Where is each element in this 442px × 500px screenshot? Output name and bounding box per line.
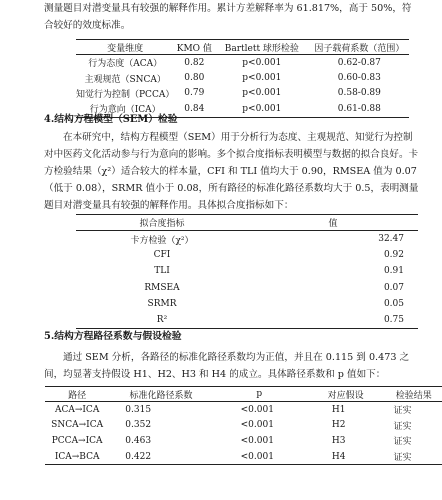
table-cell: p<0.001 <box>242 88 282 99</box>
table-row <box>76 263 418 279</box>
table-cell: RMSEA <box>144 282 180 293</box>
path-coefficient-table <box>45 386 442 465</box>
table-cell: H3 <box>331 435 346 446</box>
column-header: p <box>256 389 263 399</box>
table-cell: 证实 <box>393 453 412 464</box>
table-cell: 行为态度（ACA） <box>88 59 163 70</box>
table-cell: p<0.001 <box>242 73 282 84</box>
table-cell: 主观规范（SNCA） <box>84 74 166 85</box>
table-cell: 32.47 <box>378 234 404 245</box>
table-header-row <box>76 40 409 55</box>
table-header-row <box>76 215 418 231</box>
table-cell: 0.84 <box>184 103 205 114</box>
table-cell: PCCA→ICA <box>51 435 103 446</box>
column-header: 因子载荷系数（范围） <box>314 43 405 54</box>
table-cell: 0.463 <box>125 435 152 446</box>
column-header: 变量维度 <box>107 43 144 54</box>
table-cell: R² <box>156 315 168 326</box>
table-row <box>45 433 442 449</box>
table-cell: 证实 <box>393 406 412 417</box>
table-row <box>76 86 409 101</box>
table-row <box>76 70 409 85</box>
table-cell: 0.315 <box>125 404 152 415</box>
intro-line-2: 合较好的效度标准。 <box>44 20 131 31</box>
table-cell: 0.82 <box>184 57 205 68</box>
section-4-heading: 4.结构方程模型（SEM）检验 <box>44 114 178 125</box>
table-row <box>76 231 418 248</box>
table-header-row <box>45 387 442 402</box>
table-cell: 0.91 <box>383 266 404 277</box>
section-5-heading: 5.结构方程路径系数与假设检验 <box>44 331 182 342</box>
table-cell: H2 <box>331 420 346 431</box>
table-row <box>76 280 418 296</box>
column-header: 标准化路径系数 <box>129 390 193 401</box>
table-row <box>45 402 442 418</box>
table-cell: 0.75 <box>383 315 404 326</box>
intro-line-1: 测量题目对潜变量具有较强的解释作用。累计方差解释率为 61.817%，高于 50%，符 <box>44 3 412 14</box>
table-cell: 行为意向（ICA） <box>89 105 161 116</box>
table-cell: 0.62-0.87 <box>337 57 381 68</box>
table-cell: H1 <box>331 404 346 415</box>
table-row <box>76 312 418 329</box>
table-cell: 0.60-0.83 <box>337 73 381 84</box>
table-row <box>76 55 409 71</box>
table-row <box>45 418 442 434</box>
table-cell: 0.58-0.89 <box>337 88 381 99</box>
table-cell: 证实 <box>393 421 412 432</box>
table-cell: <0.001 <box>240 420 274 431</box>
table-cell: SRMR <box>147 298 177 309</box>
column-header: Bartlett 球形检验 <box>224 43 299 54</box>
column-header: 拟合度指标 <box>139 219 185 229</box>
factor-loading-table <box>76 39 409 118</box>
table-cell: 0.61-0.88 <box>337 103 381 114</box>
table-cell: 0.05 <box>383 298 404 309</box>
table-cell: 0.422 <box>125 451 152 462</box>
table-cell: <0.001 <box>240 451 274 462</box>
column-header: 检验结果 <box>395 390 432 401</box>
table-cell: 0.79 <box>184 88 205 99</box>
table-cell: H4 <box>331 451 346 462</box>
table-cell: 证实 <box>393 437 412 448</box>
column-header: 值 <box>328 219 338 229</box>
table-row <box>76 296 418 312</box>
column-header: 对应假设 <box>327 390 364 401</box>
table-cell: p<0.001 <box>242 103 282 114</box>
table-cell: <0.001 <box>240 435 274 446</box>
section-5-paragraph: 通过 SEM 分析，各路径的标准化路径系数均为正值，并且在 0.115 到 0.473 之间，均显著支持假设 H1、H2、H3 和 H4 的成立。具体路径系数和 p 值如下： <box>44 352 410 380</box>
table-cell: CFI <box>153 250 171 261</box>
table-cell: 卡方检验（χ²） <box>130 235 194 246</box>
table-row <box>76 247 418 263</box>
table-cell: SNCA→ICA <box>51 420 104 431</box>
table-cell: ACA→ICA <box>54 404 100 415</box>
table-cell: 0.07 <box>383 282 404 293</box>
table-cell: p<0.001 <box>242 57 282 68</box>
column-header: KMO 值 <box>176 43 212 54</box>
table-cell: 0.80 <box>184 73 205 84</box>
fit-index-table <box>76 214 418 329</box>
table-row <box>45 449 442 465</box>
table-cell: <0.001 <box>240 404 274 415</box>
table-cell: ICA→BCA <box>54 451 100 462</box>
table-cell: 0.92 <box>383 250 404 261</box>
section-4-paragraph: 在本研究中，结构方程模型（SEM）用于分析行为态度、主观规范、知觉行为控制对中医药文化活动参与行为意向的影响。多个拟合度指标表明模型与数据的拟合良好。卡方检验结果（χ²）适合较大的样本量，CFI 和 TLI 值均大于 0.90，RMSEA 值为 0.07（低于 0.08），SRMR 值小于 0.08，所有路径的标准化路径系数均大于 0.5，表明测量题目对潜变量具有较强的解释作用。具体拟合度指标如下： <box>44 132 419 211</box>
table-cell: 知觉行为控制（PCCA） <box>76 89 175 100</box>
table-cell: 0.352 <box>125 420 152 431</box>
table-cell: TLI <box>154 266 170 277</box>
column-header: 路径 <box>68 390 87 401</box>
